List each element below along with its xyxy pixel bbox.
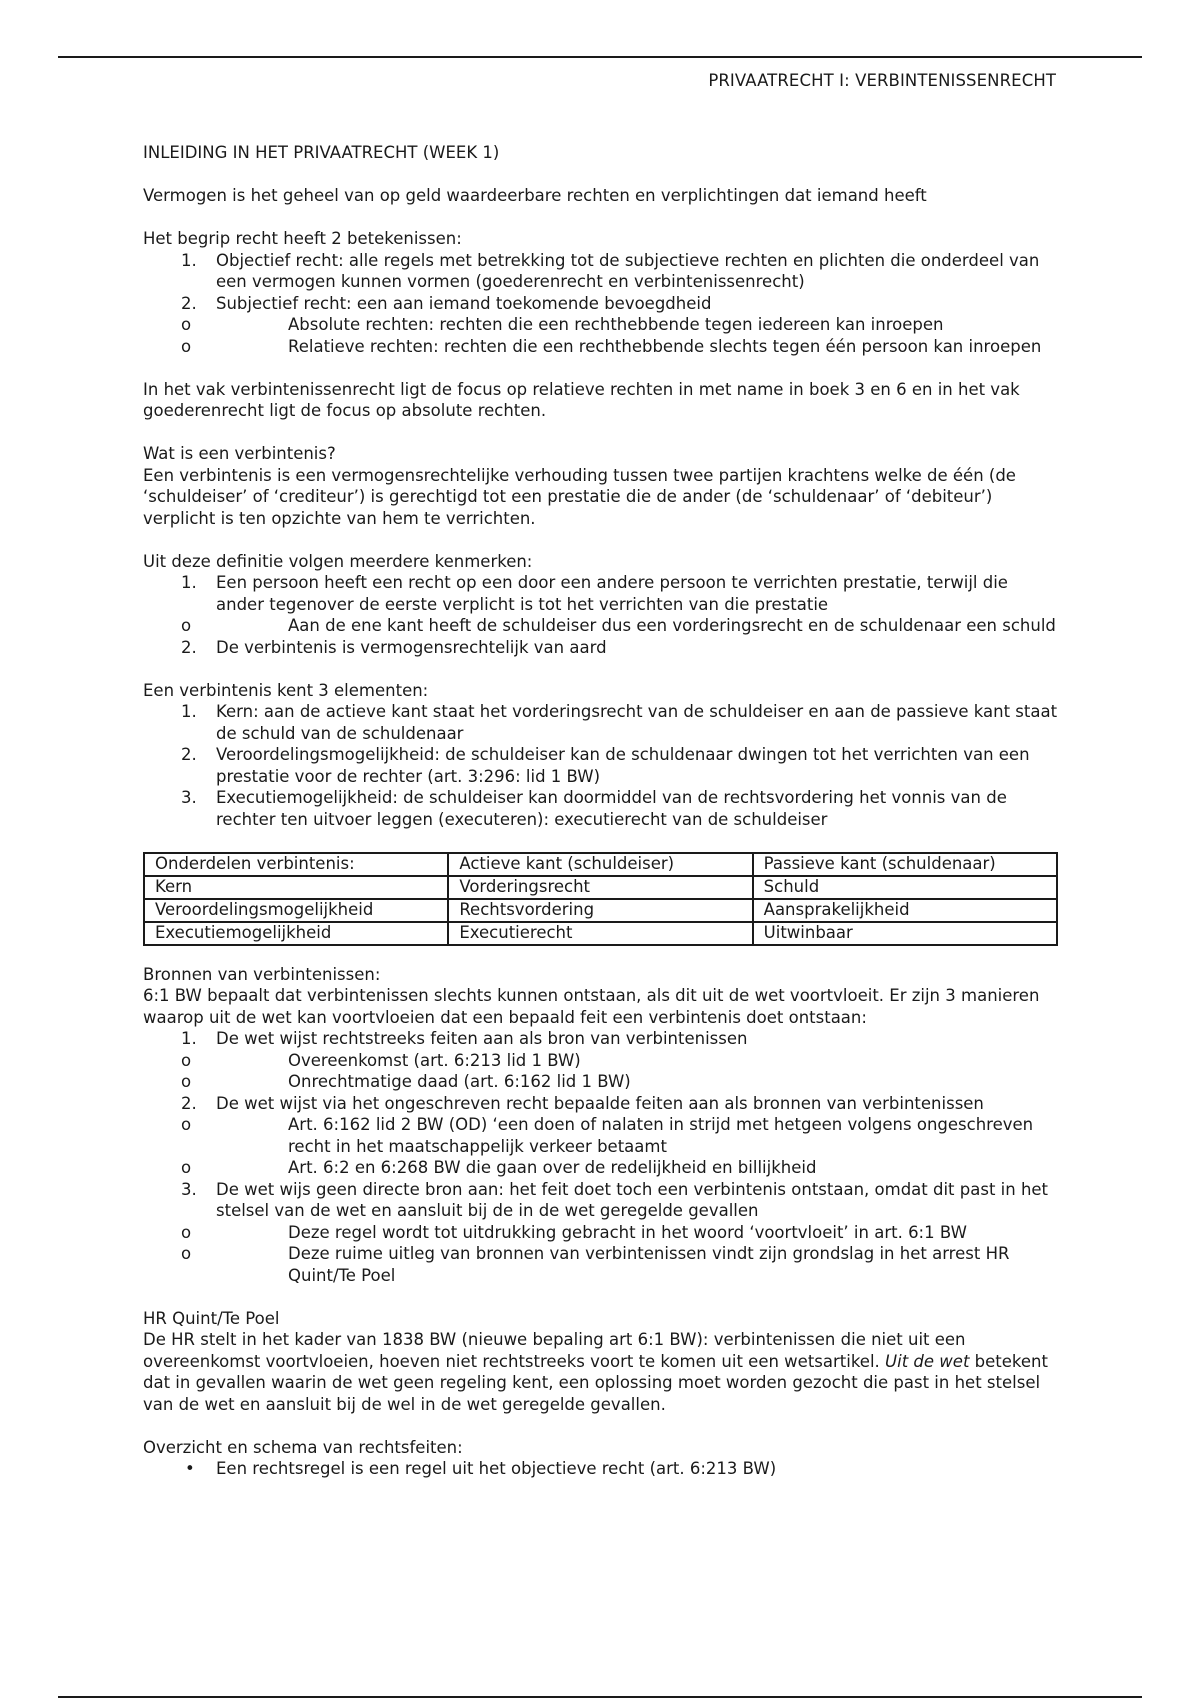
list-item: 1. Een persoon heeft een recht op een door een andere persoon te verrichten prestatie, terwijl die ander tegenover de eerste verplicht is tot het verrichten van die prestatie o Aan de ene kant heeft de schuldeiser dus een vorderingsrecht en de schuldenaar een schuld bbox=[143, 572, 1058, 637]
list-item: 2. De wet wijst via het ongeschreven recht bepaalde feiten aan als bronnen van verbintenissen o Art. 6:162 lid 2 BW (OD) ‘een doen of nalaten in strijd met hetgeen volgens ongeschreven recht in het maatschappelijk verkeer betaamt o Art. 6:2 en 6:268 BW die gaan over de redelijkheid en billijkheid bbox=[143, 1093, 1058, 1179]
table-row bbox=[144, 922, 1057, 945]
list-item: • Een rechtsregel is een regel uit het objectieve recht (art. 6:213 BW) bbox=[143, 1458, 1058, 1480]
sub-list-item: o Overeenkomst (art. 6:213 lid 1 BW) bbox=[143, 1050, 1058, 1072]
list-item: 1. Kern: aan de actieve kant staat het vorderingsrecht van de schuldeiser en aan de passieve kant staat de schuld van de schuldenaar bbox=[181, 702, 1058, 743]
bronnen-intro: 6:1 BW bepaalt dat verbintenissen slechts kunnen ontstaan, als dit uit de wet voortvloeit. Er zijn 3 manieren waarop uit de wet kan voortvloeien dat een bepaald feit een verbintenis doet ontstaan: bbox=[143, 986, 1040, 1027]
list-item: 3. De wet wijs geen directe bron aan: het feit doet toch een verbintenis ontstaan, omdat dit past in het stelsel van de wet en aansluit bij de in de wet geregelde gevallen o Deze regel wordt tot uitdrukking gebracht in het woord ‘voortvloeit’ in art. 6:1 BW o Deze ruime uitleg van bronnen van verbintenissen vindt zijn grondslag in het arrest HR Quint/Te Poel bbox=[143, 1179, 1058, 1287]
sub-list-item: o Relatieve rechten: rechten die een rechthebbende slechts tegen één persoon kan inroepen bbox=[143, 336, 1058, 358]
table-cell: Kern bbox=[144, 876, 448, 899]
sub-list-item: o Deze ruime uitleg van bronnen van verbintenissen vindt zijn grondslag in het arrest HR Quint/Te Poel bbox=[143, 1243, 1058, 1286]
kenmerken-intro: Uit deze definitie volgen meerdere kenmerken: bbox=[143, 551, 533, 571]
vermogen-definition: Vermogen is het geheel van op geld waardeerbare rechten en verplichtingen dat iemand heeft bbox=[143, 186, 927, 205]
sub-list bbox=[143, 1114, 1058, 1179]
running-header: PRIVAATRECHT I: VERBINTENISSENRECHT bbox=[708, 71, 1056, 90]
document-body bbox=[143, 142, 1058, 1480]
table-cell: Aansprakelijkheid bbox=[753, 899, 1057, 922]
list-item: 2. Veroordelingsmogelijkheid: de schuldeiser kan de schuldenaar dwingen tot het verrichten van een prestatie voor de rechter (art. 3:296: lid 1 BW) bbox=[181, 745, 1030, 786]
table-cell: Schuld bbox=[753, 876, 1057, 899]
sub-list-item: o Deze regel wordt tot uitdrukking gebracht in het woord ‘voortvloeit’ in art. 6:1 BW bbox=[143, 1222, 1058, 1244]
table-header-cell: Onderdelen verbintenis: bbox=[144, 853, 448, 876]
list-item: 2. De verbintenis is vermogensrechtelijk van aard bbox=[181, 637, 607, 657]
table-cell: Rechtsvordering bbox=[448, 899, 752, 922]
quint-title: HR Quint/Te Poel bbox=[143, 1308, 280, 1328]
sub-list-item: o Absolute rechten: rechten die een rechthebbende tegen iedereen kan inroepen bbox=[143, 314, 1058, 336]
bottom-rule bbox=[58, 1696, 1142, 1698]
emphasis: Uit de wet bbox=[885, 1351, 970, 1371]
sub-list bbox=[143, 314, 1058, 357]
overzicht-list bbox=[143, 1458, 1058, 1480]
table-cell: Uitwinbaar bbox=[753, 922, 1057, 945]
table-row bbox=[144, 876, 1057, 899]
table-row bbox=[144, 899, 1057, 922]
elementen-list bbox=[143, 701, 1058, 830]
table-cell: Veroordelingsmogelijkheid bbox=[144, 899, 448, 922]
begrip-recht-list bbox=[143, 250, 1058, 358]
table-header-row bbox=[144, 853, 1057, 876]
list-item: 2. Subjectief recht: een aan iemand toekomende bevoegdheid o Absolute rechten: rechten die een rechthebbende tegen iedereen kan inroepen o Relatieve rechten: rechten die een rechthebbende slechts tegen één persoon kan inroepen bbox=[143, 293, 1058, 358]
kenmerken-list bbox=[143, 572, 1058, 658]
begrip-recht-intro: Het begrip recht heeft 2 betekenissen: bbox=[143, 229, 462, 248]
table-cell: Executierecht bbox=[448, 922, 752, 945]
section-title: INLEIDING IN HET PRIVAATRECHT (WEEK 1) bbox=[143, 143, 500, 162]
quint-paragraph: De HR stelt in het kader van 1838 BW (nieuwe bepaling art 6:1 BW): verbintenissen die niet uit een overeenkomst voortvloeien, hoeven niet rechtstreeks voort te komen uit een wetsartikel. Uit de wet betekent dat in gevallen waarin de wet geen regeling kent, een oplossing moet worden gezocht die past in het stelsel van de wet en aansluit bij de wel in de wet geregelde gevallen. bbox=[143, 1330, 1048, 1414]
bronnen-list bbox=[143, 1028, 1058, 1286]
top-rule bbox=[58, 56, 1142, 58]
sub-list-item: o Art. 6:162 lid 2 BW (OD) ‘een doen of nalaten in strijd met hetgeen volgens ongeschreven recht in het maatschappelijk verkeer betaamt bbox=[143, 1114, 1058, 1157]
table-cell: Vorderingsrecht bbox=[448, 876, 752, 899]
sub-list bbox=[143, 1222, 1058, 1287]
sub-list-item: o Aan de ene kant heeft de schuldeiser dus een vorderingsrecht en de schuldenaar een schuld bbox=[143, 615, 1058, 637]
bronnen-title: Bronnen van verbintenissen: bbox=[143, 964, 381, 984]
elementen-intro: Een verbintenis kent 3 elementen: bbox=[143, 680, 429, 700]
sub-list bbox=[143, 615, 1058, 637]
focus-paragraph: In het vak verbintenissenrecht ligt de focus op relatieve rechten in met name in boek 3 en 6 en in het vak goederenrecht ligt de focus op absolute rechten. bbox=[143, 379, 1020, 420]
table-header-cell: Actieve kant (schuldeiser) bbox=[448, 853, 752, 876]
list-item: 1. Objectief recht: alle regels met betrekking tot de subjectieve rechten en plichten die onderdeel van een vermogen kunnen vormen (goederenrecht en verbintenissenrecht) bbox=[181, 250, 1040, 291]
table-header-cell: Passieve kant (schuldenaar) bbox=[753, 853, 1057, 876]
overzicht-title: Overzicht en schema van rechtsfeiten: bbox=[143, 1437, 463, 1457]
list-item: 3. Executiemogelijkheid: de schuldeiser kan doormiddel van de rechtsvordering het vonnis van de rechter ten uitvoer leggen (executeren): executierecht van de schuldeiser bbox=[181, 788, 1007, 829]
sub-list bbox=[143, 1050, 1058, 1093]
sub-list-item: o Onrechtmatige daad (art. 6:162 lid 1 BW) bbox=[143, 1071, 1058, 1093]
definitie-question: Wat is een verbintenis? bbox=[143, 444, 336, 463]
table-cell: Executiemogelijkheid bbox=[144, 922, 448, 945]
definitie-answer: Een verbintenis is een vermogensrechtelijke verhouding tussen twee partijen krachtens welke de één (de ‘schuldeiser’ of ‘crediteur’) is gerechtigd tot een prestatie die de ander (de ‘schuldenaar’ of ‘debiteur’) verplicht is ten opzichte van hem te verrichten. bbox=[143, 465, 1016, 528]
sub-list-item: o Art. 6:2 en 6:268 BW die gaan over de redelijkheid en billijkheid bbox=[143, 1157, 1058, 1179]
verbintenis-table bbox=[143, 852, 1058, 946]
list-item: 1. De wet wijst rechtstreeks feiten aan als bron van verbintenissen o Overeenkomst (art. 6:213 lid 1 BW) o Onrechtmatige daad (art. 6:162 lid 1 BW) bbox=[143, 1028, 1058, 1093]
